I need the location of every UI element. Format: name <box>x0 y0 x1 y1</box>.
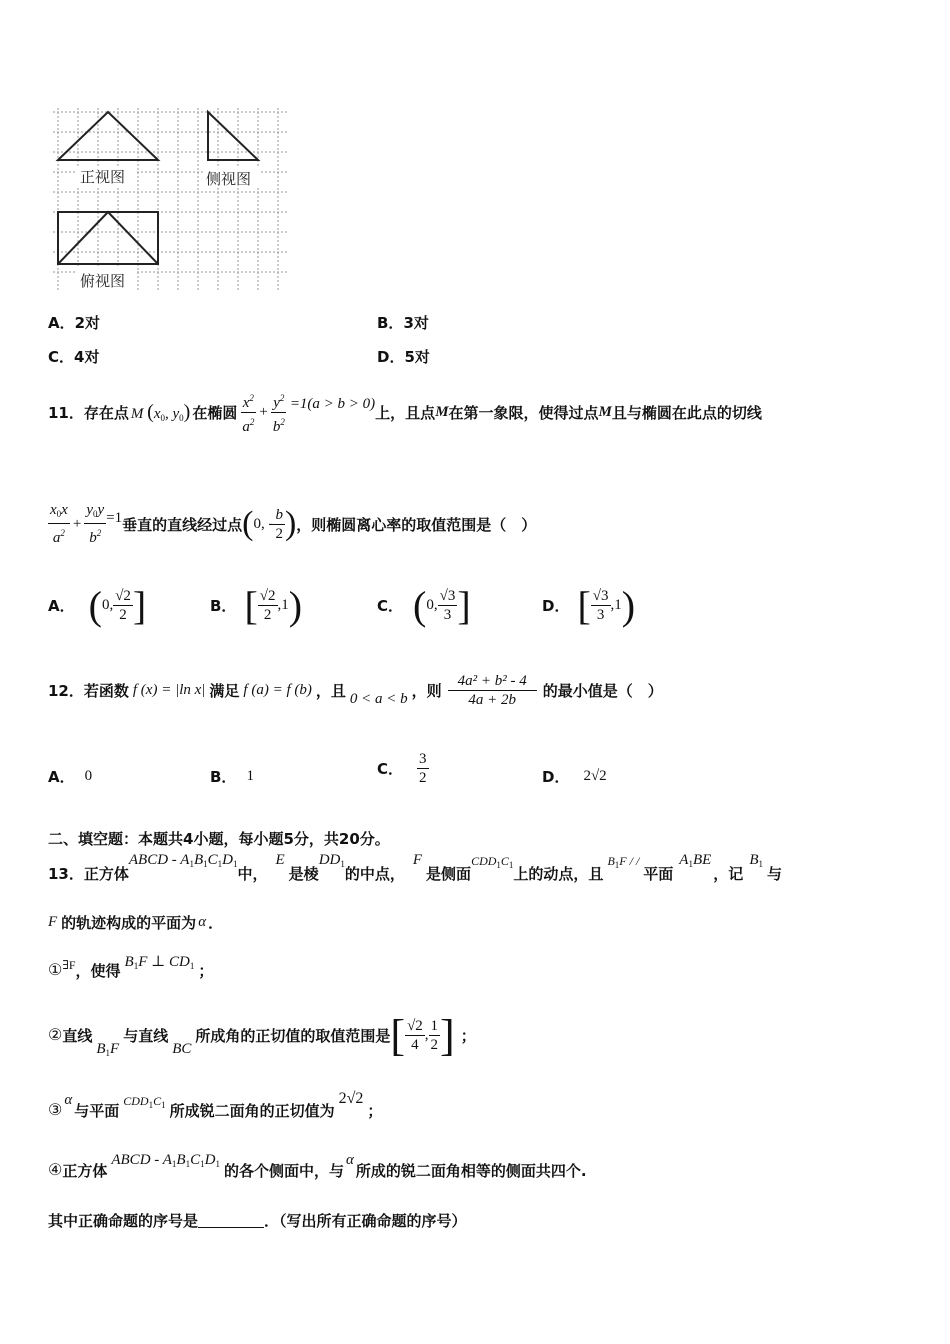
q10-option-b: B．3对 <box>377 314 429 332</box>
three-view-figure <box>48 100 296 298</box>
q11-option-c: C． ( 0, $\frac{√3}{3}$ ] <box>377 582 471 628</box>
section2-heading: 二、填空题：本题共4小题，每小题5分，共20分。 <box>48 830 390 848</box>
q12-option-c: C． $\frac{3}{2}$ <box>377 750 427 786</box>
top-view-diagonals <box>58 212 158 264</box>
q11-line1: 11． 存在点 M ($x_0$, $y_0$) 在椭圆 $\frac{x^2}{a^2}$ + $\frac{y^2}{b^2}$ =1(a > b > 0) 上，且点 M 在第一象限，使得过点 M 且与椭圆在此点的切线 <box>48 382 762 442</box>
q10-option-c: C．4对 <box>48 348 100 366</box>
side-view-triangle <box>208 112 258 160</box>
q11-option-b: B． [ $\frac{√2}{2}$ ,1 ) <box>210 582 303 628</box>
q12-option-b: B． 1 <box>210 768 254 786</box>
answer-blank[interactable] <box>198 1213 264 1228</box>
q12-line: 12． 若函数 f (x) = |ln x| 满足 f (a) = f (b) ，且 0 < a < b ，则 $\frac{\text{4a² + b² - 4}}{4a + 2b}$ 的最小值是（ ） <box>48 672 663 708</box>
side-view-label: 侧视图 <box>206 170 252 188</box>
q13-line1: 13． 正方体 ABCD - $A_1B_1C_1D_1$ 中， E 是棱 $DD_1$ 的中点， F 是侧面 $CDD_1C_1$ 上的动点，且 $B_1F$ / / 平面 $A_1BE$ ，记 $B_1$ 与 <box>48 852 782 883</box>
q12-option-d: D． 2√2 <box>542 768 607 786</box>
q10-option-a: A．2对 <box>48 314 101 332</box>
q11-line2: $\frac{x_0x}{a^2}$ + $\frac{y_0y}{b^2}$ =1 垂直的直线经过点 ( 0, - $\frac{b}{2}$ ) ，则椭圆离心率的取值范围是（ ） <box>50 502 537 546</box>
q13-statement-3: ③ α 与平面 $CDD_1C_1$ 所成锐二面角的正切值为 2√2 ； <box>48 1090 383 1120</box>
front-view-label: 正视图 <box>80 168 126 186</box>
top-view-rectangle <box>58 212 158 264</box>
q11-option-d: D． [ $\frac{√3}{3}$ ,1 ) <box>542 582 636 628</box>
q11-option-a: A． ( 0, $\frac{√2}{2}$ ] <box>48 582 147 628</box>
top-view-label: 俯视图 <box>80 272 126 290</box>
figure-grid <box>53 108 288 290</box>
q10-option-d: D．5对 <box>377 348 430 366</box>
q13-line2: F 的轨迹构成的平面为 α ． <box>48 914 224 932</box>
q13-final-line: 其中正确命题的序号是 ．（写出所有正确命题的序号） <box>48 1212 467 1230</box>
front-view-triangle <box>58 112 158 160</box>
q12-option-a: A． 0 <box>48 768 93 786</box>
q13-statement-1: ① ∃F ，使得 $B_1F$ ⊥ $CD_1$ ； <box>48 954 214 980</box>
q13-statement-4: ④ 正方体 ABCD - $A_1B_1C_1D_1$ 的各个侧面中，与 α 所成的锐二面角相等的侧面共四个. <box>48 1152 587 1180</box>
q13-statement-2: ② 直线 $B_1F$ 与直线 BC 所成角的正切值的取值范围是 [ $\frac{√2}{4}$ , $\frac{1}{2}$ ] ； <box>48 1010 476 1060</box>
